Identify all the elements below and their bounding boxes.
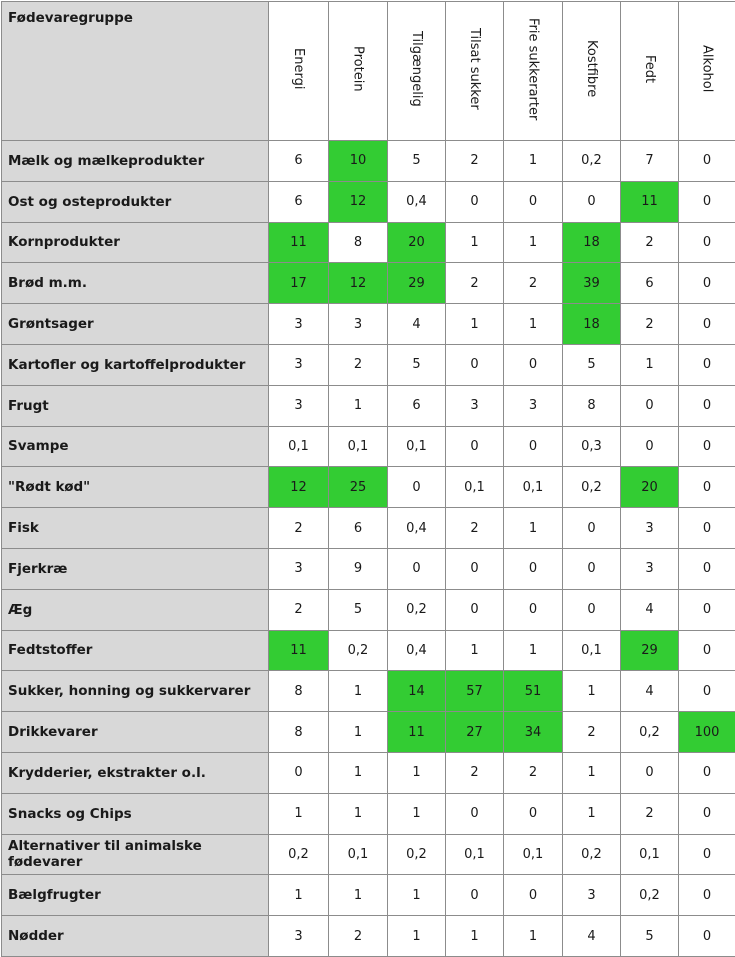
row-label: Drikkevarer (2, 712, 269, 753)
table-cell: 6 (269, 141, 329, 182)
table-row (2, 181, 735, 222)
table-cell: 0 (679, 508, 735, 549)
table-cell: 0 (621, 752, 679, 793)
table-cell: 5 (563, 344, 621, 385)
table-cell: 0 (679, 630, 735, 671)
table-row (2, 508, 735, 549)
table-cell: 0 (504, 589, 563, 630)
table-cell: 1 (329, 671, 388, 712)
table-cell: 0 (446, 344, 504, 385)
table-cell: 0,4 (388, 630, 446, 671)
column-header-alkohol (679, 2, 735, 141)
highlighted-cell: 100 (679, 712, 735, 753)
table-cell: 1 (504, 508, 563, 549)
table-cell: 2 (504, 752, 563, 793)
table-cell: 0 (388, 548, 446, 589)
table-cell: 0 (679, 548, 735, 589)
highlighted-cell: 18 (563, 222, 621, 263)
table-cell: 0,4 (388, 181, 446, 222)
table-cell: 0,2 (388, 589, 446, 630)
table-cell: 2 (446, 508, 504, 549)
table-cell: 2 (446, 141, 504, 182)
table-cell: 1 (563, 671, 621, 712)
table-cell: 1 (504, 141, 563, 182)
row-label: Nødder (2, 916, 269, 957)
table-cell: 0 (679, 141, 735, 182)
highlighted-cell: 27 (446, 712, 504, 753)
table-cell: 0 (679, 671, 735, 712)
row-label: Alternativer til animalske fødevarer (2, 834, 269, 875)
table-cell: 4 (621, 589, 679, 630)
highlighted-cell: 29 (621, 630, 679, 671)
table-cell: 0 (504, 548, 563, 589)
table-row (2, 385, 735, 426)
table-cell: 0 (504, 344, 563, 385)
row-label: Brød m.m. (2, 263, 269, 304)
table-cell: 2 (446, 752, 504, 793)
table-cell: 1 (563, 752, 621, 793)
table-cell: 2 (621, 304, 679, 345)
table-cell: 2 (563, 712, 621, 753)
table-cell: 2 (269, 589, 329, 630)
table-cell: 0,1 (329, 426, 388, 467)
table-cell: 0 (446, 548, 504, 589)
table-cell: 0,2 (269, 834, 329, 875)
row-label: Fedtstoffer (2, 630, 269, 671)
table-cell: 3 (269, 916, 329, 957)
table-cell: 0,2 (621, 875, 679, 916)
table-cell: 0 (504, 426, 563, 467)
table-cell: 0 (504, 181, 563, 222)
table-row (2, 467, 735, 508)
table-cell: 3 (446, 385, 504, 426)
table-row (2, 875, 735, 916)
column-header-label: Energi (291, 48, 306, 89)
highlighted-cell: 11 (621, 181, 679, 222)
highlighted-cell: 11 (388, 712, 446, 753)
highlighted-cell: 20 (621, 467, 679, 508)
table-cell: 0 (563, 508, 621, 549)
table-cell: 0 (679, 344, 735, 385)
table-cell: 0,2 (329, 630, 388, 671)
table-cell: 1 (446, 630, 504, 671)
highlighted-cell: 51 (504, 671, 563, 712)
table-cell: 3 (329, 304, 388, 345)
table-cell: 0 (446, 875, 504, 916)
column-header-frie-sukkerarter (504, 2, 563, 141)
table-cell: 0,1 (621, 834, 679, 875)
column-header-energi (269, 2, 329, 141)
table-cell: 1 (446, 916, 504, 957)
table-cell: 3 (269, 385, 329, 426)
table-cell: 0,1 (563, 630, 621, 671)
table-cell: 6 (621, 263, 679, 304)
table-cell: 4 (621, 671, 679, 712)
column-header-label: Tilgængelig (409, 31, 424, 107)
highlighted-cell: 17 (269, 263, 329, 304)
table-cell: 1 (504, 304, 563, 345)
row-label: Æg (2, 589, 269, 630)
table-cell: 0 (563, 181, 621, 222)
highlighted-cell: 12 (329, 263, 388, 304)
table-cell: 0 (679, 263, 735, 304)
column-header-label: Frie sukkerarter (526, 18, 541, 120)
table-cell: 1 (329, 793, 388, 834)
highlighted-cell: 11 (269, 222, 329, 263)
table-cell: 0 (679, 467, 735, 508)
table-cell: 0 (563, 548, 621, 589)
row-label: Bælgfrugter (2, 875, 269, 916)
table-cell: 0 (679, 181, 735, 222)
table-cell: 0 (679, 834, 735, 875)
highlighted-cell: 34 (504, 712, 563, 753)
table-cell: 0,1 (269, 426, 329, 467)
column-header-label: Protein (351, 46, 366, 92)
corner-header: Fødevaregruppe (2, 2, 269, 141)
table-row (2, 916, 735, 957)
table-row (2, 834, 735, 875)
highlighted-cell: 14 (388, 671, 446, 712)
row-label: Mælk og mælkeprodukter (2, 141, 269, 182)
table-row (2, 752, 735, 793)
table-cell: 1 (329, 875, 388, 916)
table-cell: 0 (269, 752, 329, 793)
table-cell: 3 (621, 548, 679, 589)
header-row (2, 2, 735, 141)
table-cell: 0,1 (388, 426, 446, 467)
table-cell: 1 (269, 875, 329, 916)
table-cell: 1 (563, 793, 621, 834)
column-header-tilgaengelig (388, 2, 446, 141)
table-cell: 0 (679, 426, 735, 467)
table-cell: 0 (388, 467, 446, 508)
column-header-protein (329, 2, 388, 141)
table-row (2, 304, 735, 345)
column-header-kostfibre (563, 2, 621, 141)
table-cell: 0 (446, 589, 504, 630)
table-cell: 0,2 (563, 141, 621, 182)
table-row (2, 344, 735, 385)
table-cell: 0 (621, 385, 679, 426)
table-row (2, 793, 735, 834)
table-cell: 8 (329, 222, 388, 263)
table-cell: 0,1 (504, 467, 563, 508)
table-cell: 3 (563, 875, 621, 916)
table-cell: 0,1 (504, 834, 563, 875)
row-label: Grøntsager (2, 304, 269, 345)
highlighted-cell: 25 (329, 467, 388, 508)
row-label: Krydderier, ekstrakter o.l. (2, 752, 269, 793)
column-header-tilsat-sukker (446, 2, 504, 141)
table-cell: 8 (563, 385, 621, 426)
highlighted-cell: 12 (329, 181, 388, 222)
table-cell: 1 (388, 875, 446, 916)
highlighted-cell: 39 (563, 263, 621, 304)
table-cell: 5 (621, 916, 679, 957)
table-cell: 1 (329, 385, 388, 426)
column-header-label: Alkohol (700, 45, 715, 92)
table-row (2, 222, 735, 263)
table-cell: 2 (329, 916, 388, 957)
table-cell: 0 (504, 875, 563, 916)
table-cell: 3 (504, 385, 563, 426)
table-cell: 0 (679, 875, 735, 916)
row-label: Svampe (2, 426, 269, 467)
table-cell: 1 (446, 304, 504, 345)
table-cell: 0 (446, 181, 504, 222)
row-label: Frugt (2, 385, 269, 426)
table-cell: 0 (679, 916, 735, 957)
table-cell: 1 (504, 916, 563, 957)
table-cell: 1 (388, 916, 446, 957)
table-row (2, 263, 735, 304)
table-cell: 1 (329, 712, 388, 753)
table-row (2, 712, 735, 753)
table-cell: 3 (621, 508, 679, 549)
column-header-fedt (621, 2, 679, 141)
table-cell: 2 (269, 508, 329, 549)
highlighted-cell: 18 (563, 304, 621, 345)
table-row (2, 671, 735, 712)
row-label: Kornprodukter (2, 222, 269, 263)
table-cell: 1 (388, 752, 446, 793)
table-cell: 7 (621, 141, 679, 182)
table-cell: 9 (329, 548, 388, 589)
table-cell: 2 (621, 222, 679, 263)
highlighted-cell: 20 (388, 222, 446, 263)
table-cell: 0 (679, 385, 735, 426)
table-cell: 8 (269, 712, 329, 753)
table-cell: 0 (446, 426, 504, 467)
table-cell: 0 (621, 426, 679, 467)
table-row (2, 426, 735, 467)
table-cell: 1 (504, 222, 563, 263)
table-cell: 0 (679, 222, 735, 263)
table-cell: 3 (269, 304, 329, 345)
table-cell: 4 (563, 916, 621, 957)
highlighted-cell: 57 (446, 671, 504, 712)
table-cell: 0 (679, 793, 735, 834)
table-cell: 2 (329, 344, 388, 385)
row-label: Sukker, honning og sukkervarer (2, 671, 269, 712)
table-cell: 6 (388, 385, 446, 426)
table-cell: 5 (388, 344, 446, 385)
table-cell: 1 (388, 793, 446, 834)
table-cell: 8 (269, 671, 329, 712)
row-label: Fjerkræ (2, 548, 269, 589)
table-cell: 0,1 (446, 834, 504, 875)
row-label: Fisk (2, 508, 269, 549)
table-cell: 6 (269, 181, 329, 222)
table-cell: 5 (329, 589, 388, 630)
table-cell: 2 (446, 263, 504, 304)
table-cell: 1 (329, 752, 388, 793)
table-cell: 0 (679, 304, 735, 345)
table-cell: 3 (269, 548, 329, 589)
table-cell: 0,1 (329, 834, 388, 875)
table-cell: 4 (388, 304, 446, 345)
table-row (2, 630, 735, 671)
table-cell: 1 (504, 630, 563, 671)
table-cell: 1 (269, 793, 329, 834)
table-cell: 2 (621, 793, 679, 834)
table-cell: 0 (679, 589, 735, 630)
table-row (2, 589, 735, 630)
table-row (2, 548, 735, 589)
row-label: Snacks og Chips (2, 793, 269, 834)
table-cell: 0 (446, 793, 504, 834)
row-label: Ost og osteprodukter (2, 181, 269, 222)
table-cell: 0 (504, 793, 563, 834)
highlighted-cell: 10 (329, 141, 388, 182)
table-cell: 0 (563, 589, 621, 630)
table-body (2, 141, 735, 957)
table-cell: 0 (679, 752, 735, 793)
table-cell: 0,3 (563, 426, 621, 467)
row-label: Kartofler og kartoffelprodukter (2, 344, 269, 385)
table-cell: 3 (269, 344, 329, 385)
table-cell: 0,1 (446, 467, 504, 508)
food-group-table (1, 1, 735, 957)
column-header-label: Tilsat sukker (467, 28, 482, 110)
row-label: "Rødt kød" (2, 467, 269, 508)
table-cell: 1 (621, 344, 679, 385)
table-cell: 0,2 (563, 467, 621, 508)
highlighted-cell: 12 (269, 467, 329, 508)
table-cell: 1 (446, 222, 504, 263)
highlighted-cell: 29 (388, 263, 446, 304)
table-cell: 5 (388, 141, 446, 182)
table-cell: 0,4 (388, 508, 446, 549)
table-cell: 0,2 (563, 834, 621, 875)
table-cell: 2 (504, 263, 563, 304)
highlighted-cell: 11 (269, 630, 329, 671)
table-cell: 0,2 (621, 712, 679, 753)
column-header-label: Kostfibre (584, 40, 599, 97)
table-cell: 6 (329, 508, 388, 549)
table-row (2, 141, 735, 182)
table-cell: 0,2 (388, 834, 446, 875)
column-header-label: Fedt (642, 55, 657, 83)
